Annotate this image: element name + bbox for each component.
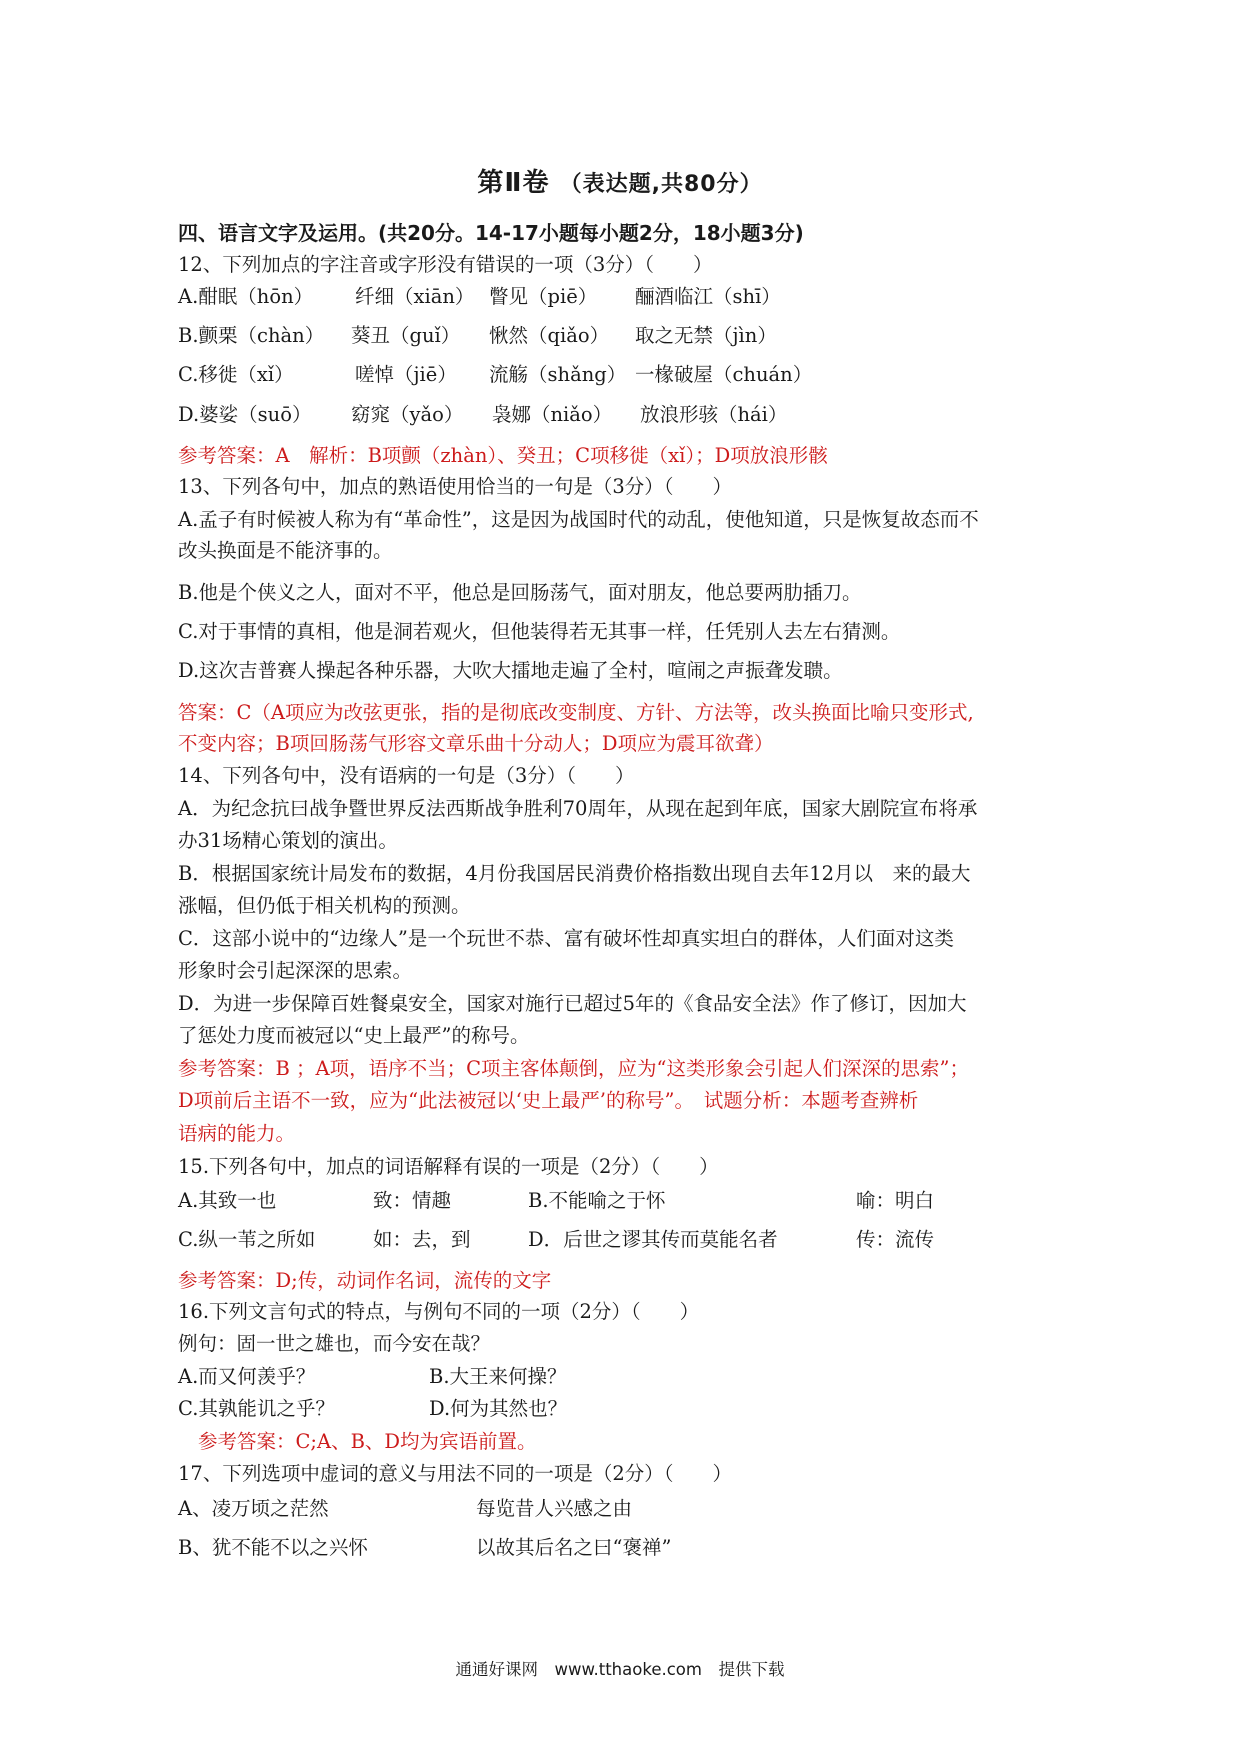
- q16-answer: 参考答案：C;A、B、D均为宾语前置。: [198, 1430, 537, 1453]
- q14-answer-line1: 参考答案：B ；A项，语序不当；C项主客体颠倒，应为“这类形象会引起人们深深的思索”；: [178, 1057, 969, 1080]
- q12-option-d3: 袅娜（niǎo）: [492, 403, 613, 426]
- q12-option-a1: A.酣眠（hōn）: [178, 285, 314, 308]
- q14-option-c-line2: 形象时会引起深深的思索。: [178, 959, 413, 982]
- q12-option-c2: 嗟悼（jiē）: [355, 363, 457, 386]
- q16-example: 例句：固一世之雄也，而今安在哉？: [178, 1332, 491, 1355]
- q15-option-b: B.不能喻之于怀: [528, 1189, 666, 1212]
- q17-option-a-left: A、凌万顷之茫然: [178, 1497, 329, 1520]
- q17-stem: 17、下列选项中虚词的意义与用法不同的一项是（2分）（ ）: [178, 1462, 732, 1485]
- q12-option-d2: 窈窕（yǎo）: [351, 403, 464, 426]
- q15-option-b-gloss: 喻：明白: [856, 1189, 935, 1212]
- q15-option-c: C.纵一苇之所如: [178, 1228, 316, 1251]
- q12-option-b2: 葵丑（guǐ）: [351, 324, 461, 347]
- q12-option-d1: D.婆娑（suō）: [178, 403, 312, 426]
- q13-option-b: B.他是个侠义之人，面对不平，他总是回肠荡气，面对朋友，他总要两肋插刀。: [178, 581, 862, 604]
- q12-option-a4: 酾酒临江（shī）: [635, 285, 781, 308]
- q13-option-c: C.对于事情的真相，他是洞若观火，但他装得若无其事一样，任凭别人去左右猜测。: [178, 620, 901, 643]
- q14-answer-line2: D项前后主语不一致，应为“此法被冠以‘史上最严’的称号”。 试题分析：本题考查辨析: [178, 1089, 919, 1112]
- q13-stem: 13、下列各句中，加点的熟语使用恰当的一句是（3分）（ ）: [178, 475, 732, 498]
- volume-subtitle: （表达题,共80分）: [559, 172, 763, 197]
- q15-option-c-gloss: 如：去，到: [373, 1228, 471, 1251]
- volume-title: 第Ⅱ卷: [477, 168, 550, 198]
- q12-option-c3: 流觞（shǎng）: [489, 363, 627, 386]
- q14-option-d-line1: D．为进一步保障百姓餐桌安全，国家对施行已超过5年的《食品安全法》作了修订，因加大: [178, 992, 967, 1015]
- q12-answer: 参考答案：A 解析：B项颤（zhàn）、癸丑；C项移徙（xǐ）；D项放浪形骸: [178, 444, 828, 467]
- q13-option-a-line2: 改头换面是不能济事的。: [178, 539, 393, 562]
- q14-stem: 14、下列各句中，没有语病的一句是（3分）（ ）: [178, 764, 635, 787]
- q12-stem: 12、下列加点的字注音或字形没有错误的一项（3分）（ ）: [178, 253, 713, 276]
- q13-option-d: D.这次吉普赛人操起各种乐器，大吹大擂地走遍了全村，喧闹之声振聋发聩。: [178, 659, 843, 682]
- q12-option-c4: 一椽破屋（chuán）: [635, 363, 813, 386]
- q12-option-a2: 纤细（xiān）: [355, 285, 475, 308]
- q12-option-d4: 放浪形骇（hái）: [640, 403, 788, 426]
- q14-option-a-line2: 办31场精心策划的演出。: [178, 829, 398, 852]
- q16-option-b: B.大王来何操？: [429, 1365, 567, 1388]
- q14-option-b-line1: B．根据国家统计局发布的数据，4月份我国居民消费价格指数出现自去年12月以 来的最大: [178, 862, 971, 885]
- q15-answer: 参考答案：D;传，动词作名词，流传的文字: [178, 1269, 552, 1292]
- q16-option-d: D.何为其然也？: [429, 1397, 568, 1420]
- q12-option-a3: 瞥见（piē）: [489, 285, 598, 308]
- q16-option-a: A.而又何羡乎？: [178, 1365, 316, 1388]
- q15-option-a-gloss: 致：情趣: [373, 1189, 452, 1212]
- q14-option-c-line1: C．这部小说中的“边缘人”是一个玩世不恭、富有破坏性却真实坦白的群体，人们面对这类: [178, 927, 954, 950]
- q12-option-b4: 取之无禁（jìn）: [635, 324, 777, 347]
- q15-option-a: A.其致一也: [178, 1189, 277, 1212]
- q14-option-d-line2: 了惩处力度而被冠以“史上最严”的称号。: [178, 1024, 530, 1047]
- q14-answer-line3: 语病的能力。: [178, 1122, 296, 1145]
- q12-option-c1: C.移徙（xǐ）: [178, 363, 294, 386]
- q12-option-b3: 愀然（qiǎo）: [489, 324, 610, 347]
- q15-option-d-gloss: 传：流传: [856, 1228, 935, 1251]
- q12-option-b1: B.颤栗（chàn）: [178, 324, 325, 347]
- q17-option-b-left: B、犹不能不以之兴怀: [178, 1536, 368, 1559]
- page-title: [0, 162, 1240, 199]
- q16-option-c: C.其孰能讥之乎？: [178, 1397, 335, 1420]
- q13-answer-line2: 不变内容；B项回肠荡气形容文章乐曲十分动人；D项应为震耳欲聋）: [178, 732, 774, 755]
- section-heading: 四、语言文字及运用。(共20分。14-17小题每小题2分，18小题3分): [178, 221, 804, 245]
- q13-option-a-line1: A.孟子有时候被人称为有“革命性”，这是因为战国时代的动乱，使他知道，只是恢复故态而不: [178, 508, 979, 531]
- q13-answer-line1: 答案：C（A项应为改弦更张，指的是彻底改变制度、方针、方法等，改头换面比喻只变形式,: [178, 701, 974, 724]
- q16-stem: 16.下列文言句式的特点，与例句不同的一项（2分）（ ）: [178, 1300, 700, 1323]
- footer-watermark: 通通好课网 www.tthaoke.com 提供下载: [455, 1660, 785, 1679]
- q17-option-b-right: 以故其后名之曰“褒禅”: [476, 1536, 672, 1559]
- q14-option-a-line1: A．为纪念抗曰战争暨世界反法西斯战争胜利70周年，从现在起到年底，国家大剧院宣布将承: [178, 797, 978, 820]
- q17-option-a-right: 每览昔人兴感之由: [476, 1497, 633, 1520]
- q15-option-d: D．后世之谬其传而莫能名者: [528, 1228, 778, 1251]
- q15-stem: 15.下列各句中，加点的词语解释有误的一项是（2分）（ ）: [178, 1155, 719, 1178]
- q14-option-b-line2: 涨幅，但仍低于相关机构的预测。: [178, 894, 471, 917]
